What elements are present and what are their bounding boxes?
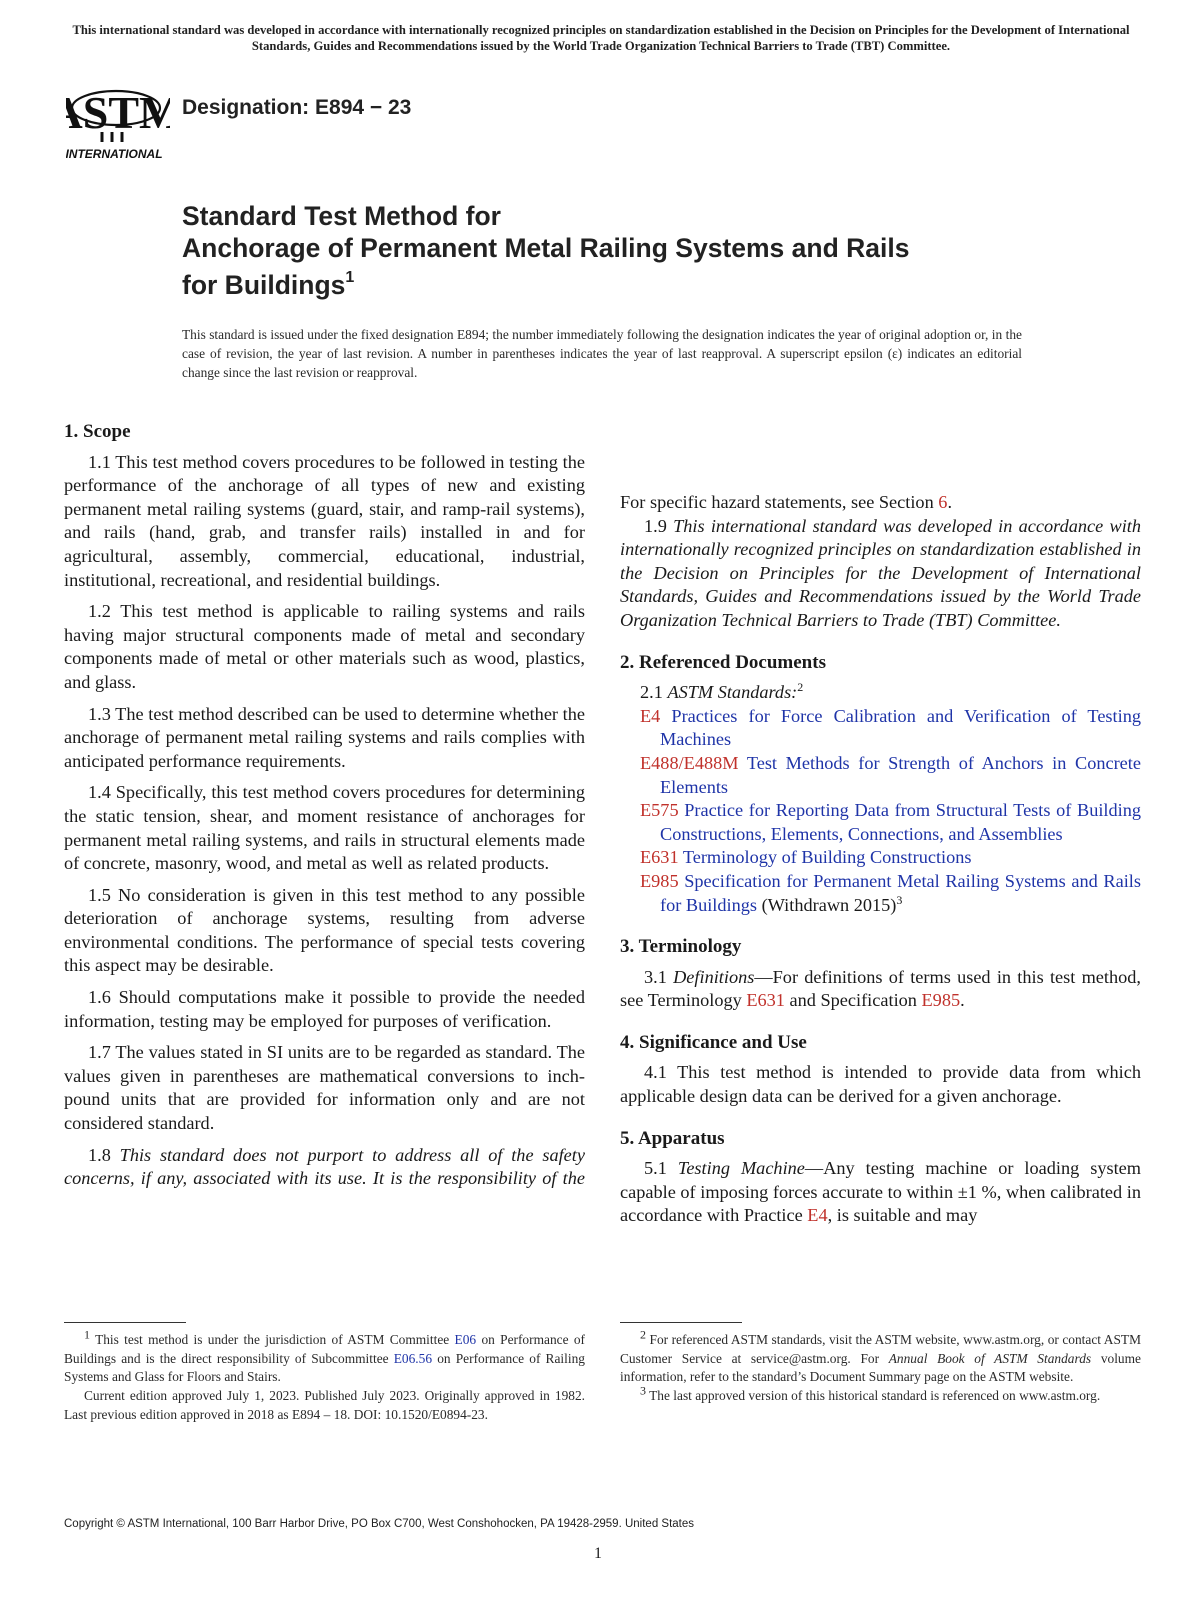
footnote-rule-right [620, 1322, 742, 1323]
footnote-2-text-2: volume information, refer to the standard’s Document Summary page on the ASTM website. [620, 1350, 1141, 1385]
footnote-rule-left [64, 1322, 186, 1323]
standard-code-link[interactable]: E488/E488M [640, 752, 739, 773]
e631-link[interactable]: E631 [746, 990, 785, 1011]
astm-standards-subheading [620, 681, 1141, 705]
page-number: 1 [594, 1545, 602, 1562]
terminology-text: —For definitions of terms used in this test method, see Terminology [620, 966, 1141, 1011]
standard-title-link[interactable]: Specification for Permanent Metal Railing Systems and Rails for Buildings [660, 870, 1141, 915]
section-6-link[interactable]: 6 [938, 492, 948, 512]
title-line-1: Standard Test Method for [182, 201, 501, 231]
title-line-3: for Buildings [182, 269, 346, 300]
period: . [960, 990, 965, 1011]
paragraph-5-1 [620, 1157, 1141, 1228]
paragraph-1-4: 1.4 Specifically, this test method covers procedures for determining the static tension, shear, and moment resistance of anchorages for permanent metal railing systems, and rails in structural elements made of concrete, masonry, wood, and metal as well as related products. [64, 782, 585, 874]
footnote-mark-1: 1 [84, 1327, 90, 1342]
referenced-standard-item [620, 846, 1141, 870]
footnote-1-text-2: on Performance of Buildings and is the direct responsibility of Subcommittee [64, 1332, 585, 1366]
referenced-standard-item [620, 752, 1141, 799]
paragraph-1-2: 1.2 This test method is applicable to railing systems and rails having major structural components made of metal and secondary components made of metal or other materials such as wood, plastics, and glass. [64, 601, 585, 692]
paragraph-1-9 [620, 515, 1141, 633]
wto-statement: This international standard was developed in accordance with internationally recognized principles on standardization established in the Decision on Principles for the Development of International Standards, Guides and Recommendations issued by the World Trade Organization Technical Barriers to Trade (TBT) Committee. [620, 515, 1141, 630]
title-line-2: Anchorage of Permanent Metal Railing Systems and Rails [182, 233, 910, 263]
document-title [182, 200, 1082, 301]
subcommittee-e06-56-link[interactable]: E06.56 [393, 1350, 433, 1366]
hazard-text: For specific hazard statements, see Section [620, 492, 934, 512]
hazard-reference: For specific hazard statements, see Section 6. [620, 492, 953, 512]
standard-code-link[interactable]: E631 [640, 847, 679, 868]
section-heading-terminology: 3. Terminology [620, 936, 742, 958]
testing-machine-label: Testing Machine [677, 1158, 805, 1179]
paragraph-number: 5.1 [644, 1158, 667, 1179]
left-column [64, 420, 585, 1191]
astm-logo-mark [66, 68, 170, 164]
apparatus-text-2: , is suitable and may [827, 1205, 978, 1226]
terminology-text-2: and Specification [789, 990, 917, 1011]
paragraph-1-8-continued [620, 420, 1141, 491]
astm-logo [66, 68, 170, 164]
referenced-standards-list [620, 705, 1141, 917]
standard-code-link[interactable]: E575 [640, 800, 679, 821]
annual-book-title: Annual Book of ASTM Standards [888, 1350, 1092, 1366]
section-heading-apparatus: 5. Apparatus [620, 1127, 725, 1149]
standard-extra: (Withdrawn 2015) [757, 894, 897, 915]
issued-note: This standard is issued under the fixed designation E894; the number immediately following the designation indicates the year of original adoption or, in the case of revision, the year of last revision. A number in parentheses indicates the year of last reapproval. A superscript epsilon (ε) indicates an editorial change since the last revision or reapproval. [182, 327, 1022, 380]
footnote-3-text: The last approved version of this historical standard is referenced on www.astm.org. [649, 1388, 1101, 1404]
paragraph-number: 1.8 [88, 1144, 111, 1165]
paragraph-1-6: 1.6 Should computations make it possible to provide the needed information, testing may be employed for purposes of verification. [64, 987, 585, 1031]
paragraph-1-8-start [64, 1144, 585, 1191]
paragraph-1-5: 1.5 No consideration is given in this test method to any possible deterioration of anchorage systems, resulting from adverse environmental conditions. The performance of special tests covering this aspect may be desirable. [64, 884, 585, 976]
standard-code-link[interactable]: E985 [640, 870, 679, 891]
paragraph-1-1: 1.1 This test method covers procedures to be followed in testing the performance of the anchorage of all types of new and existing permanent metal railing systems (guard, stair, and ramp-rail systems), and rails (hand, grab, and transfer rails) installed in and for agricultural, assembly, commercial, educational, industrial, institutional, recreational, and residential buildings. [64, 451, 585, 590]
standard-title-link[interactable]: Terminology of Building Constructions [682, 847, 972, 868]
logo-label: INTERNATIONAL [66, 147, 163, 161]
footnote-2-text: For referenced ASTM standards, visit the ASTM website, www.astm.org, or contact ASTM Customer Service at service@astm.org. For [620, 1332, 1141, 1366]
subsection-number: 2.1 [640, 682, 663, 703]
footnote-3 [620, 1383, 1141, 1406]
subsection-label: ASTM Standards: [667, 682, 798, 703]
paragraph-1-3: 1.3 The test method described can be used to determine whether the anchorage of permanent metal railing systems and rails complies with anticipated performance requirements. [64, 703, 585, 771]
referenced-standard-item [620, 870, 1141, 917]
footnote-mark-2: 2 [797, 680, 804, 695]
footnote-1-text: This test method is under the jurisdiction of ASTM Committee [95, 1332, 450, 1347]
paragraph-number: 1.9 [644, 515, 667, 536]
paragraph-1-7: 1.7 The values stated in SI units are to be regarded as standard. The values given in parentheses are mathematical conversions to inch-pound units that are provided for information only and are not considered standard. [64, 1042, 585, 1134]
apparatus-text: —Any testing machine or loading system capable of imposing forces accurate to within ±1 %, when calibrated in accordance with Practice [620, 1158, 1141, 1226]
standard-code-link[interactable]: E4 [640, 705, 661, 726]
section-heading-referenced-documents: 2. Referenced Documents [620, 651, 826, 673]
paragraph-number: 3.1 [644, 966, 667, 987]
standard-title-link[interactable]: Test Methods for Strength of Anchors in Concrete Elements [660, 752, 1141, 797]
referenced-standard-item [620, 705, 1141, 752]
designation: Designation: E894 − 23 [182, 96, 412, 119]
title-footnote-mark: 1 [345, 269, 355, 286]
logo-letters: ASTM [66, 87, 170, 138]
paragraph-4-1: 4.1 This test method is intended to provide data from which applicable design data can be derived for a given anchorage. [620, 1062, 1141, 1107]
paragraph-3-1 [620, 966, 1141, 1013]
section-heading-scope: 1. Scope [64, 421, 131, 442]
standard-title-link[interactable]: Practices for Force Calibration and Verification of Testing Machines [660, 705, 1141, 750]
safety-statement: This standard does not purport to address all of the safety concerns, if any, associated with its use. It is the responsibility of the [64, 1144, 585, 1189]
footnote-1 [64, 1327, 585, 1387]
right-column [620, 420, 1141, 1228]
footnotes-left [64, 1327, 585, 1425]
copyright-notice: Copyright © ASTM International, 100 Barr Harbor Drive, PO Box C700, West Conshohocken, PA 19428-2959. United States [64, 1518, 695, 1530]
referenced-standard-item [620, 799, 1141, 846]
standard-title-link[interactable]: Practice for Reporting Data from Structural Tests of Building Constructions, Elements, Connections, and Assemblies [660, 800, 1141, 844]
section-heading-significance: 4. Significance and Use [620, 1031, 807, 1053]
footnote-mark: 3 [640, 1383, 646, 1398]
e985-link[interactable]: E985 [921, 990, 961, 1011]
footnote-mark: 3 [896, 892, 903, 907]
edition-note: Current edition approved July 1, 2023. Published July 2023. Originally approved in 1982. Last previous edition approved in 2018 as E894 – 18. DOI: 10.1520/E0894-23. [64, 1388, 585, 1422]
committee-e06-link[interactable]: E06 [454, 1332, 477, 1347]
footnote-2 [620, 1327, 1141, 1387]
footnote-mark: 2 [640, 1327, 646, 1342]
definitions-label: Definitions [673, 966, 755, 987]
e4-link[interactable]: E4 [807, 1205, 828, 1226]
footnotes-right [620, 1327, 1141, 1406]
footnote-1-text-3: on Performance of Railing Systems and Glass for Floors and Stairs. [64, 1350, 585, 1385]
top-note: This international standard was developed in accordance with internationally recognized principles on standardization established in the Decision on Principles for the Development of International Standards, Guides and Recommendations issued by the World Trade Organization Technical Barriers to Trade (TBT) Committee. [72, 23, 1130, 53]
